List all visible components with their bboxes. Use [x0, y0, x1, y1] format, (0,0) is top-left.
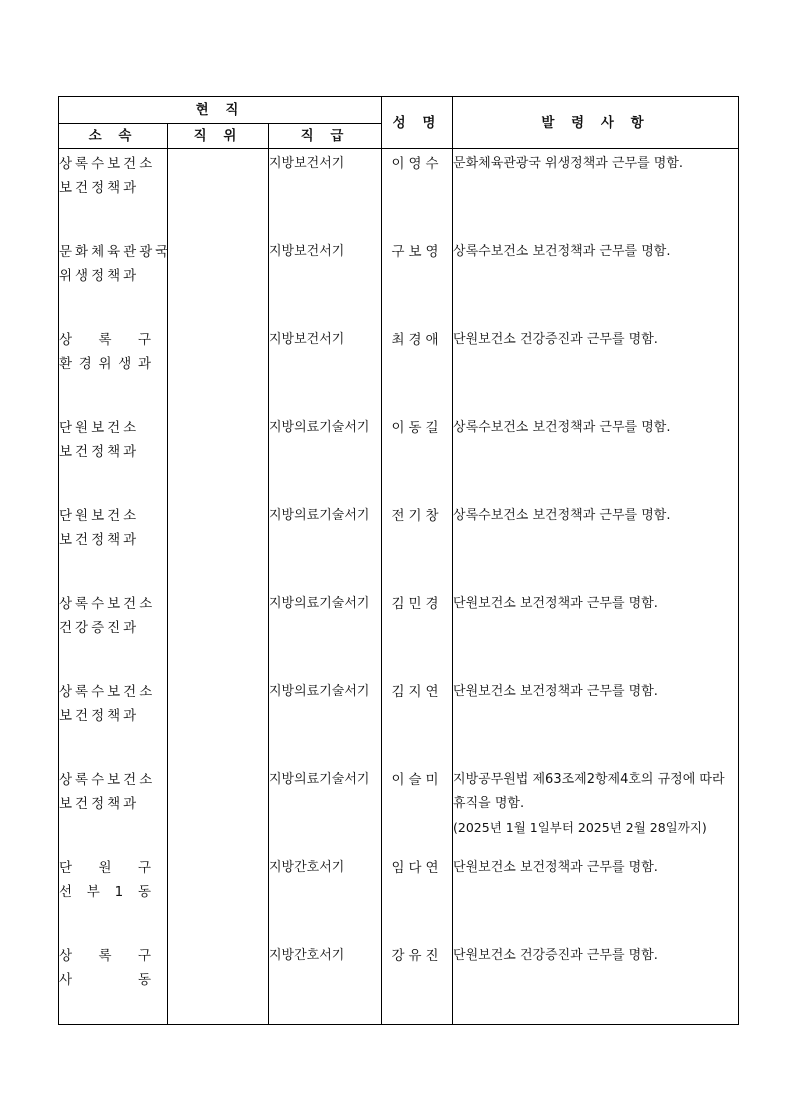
affiliation-line: 보건정책과 [59, 707, 140, 724]
order-line: 단원보건소 보건정책과 근무를 명함. [453, 683, 658, 699]
cell-position [168, 149, 269, 237]
affiliation-char: 경 [78, 355, 92, 372]
table-body [59, 149, 739, 1025]
cell-position [168, 677, 269, 765]
order-line: 문화체육관광국 위생정책과 근무를 명함. [453, 156, 684, 171]
cell-name: 전기창 [382, 501, 453, 589]
table-row [59, 413, 739, 501]
cell-grade: 지방보건서기 [269, 237, 382, 325]
table-row [59, 589, 739, 677]
cell-name: 이동길 [382, 413, 453, 501]
order-line: 휴직을 명함. [453, 795, 525, 811]
affiliation-line: 보건정책과 [59, 531, 140, 548]
affiliation-line: 보건정책과 [59, 443, 140, 460]
table-row [59, 765, 739, 853]
affiliation-line [59, 880, 151, 904]
cell-order [453, 237, 739, 325]
cell-order [453, 501, 739, 589]
cell-grade: 지방보건서기 [269, 149, 382, 237]
affiliation-char: 원 [98, 859, 112, 876]
cell-affiliation [59, 325, 168, 413]
header-position: 직 위 [168, 124, 269, 149]
cell-affiliation [59, 941, 168, 1025]
affiliation-char: 구 [137, 947, 151, 964]
table-row [59, 677, 739, 765]
cell-affiliation [59, 237, 172, 325]
affiliation-char: 생 [118, 355, 132, 372]
affiliation-line [59, 352, 151, 376]
table-row [59, 237, 739, 325]
affiliation-char: 부 [86, 883, 100, 900]
affiliation-char: 단 [59, 859, 73, 876]
cell-order [453, 941, 739, 1025]
affiliation-line: 상록수보건소 [59, 156, 156, 172]
cell-name: 임다연 [382, 853, 453, 941]
cell-name: 이영수 [382, 149, 453, 237]
header-current-group: 현 직 [59, 97, 382, 124]
affiliation-line: 문화체육관광국 [59, 243, 172, 260]
cell-position [168, 501, 269, 589]
affiliation-line: 보건정책과 [59, 180, 140, 196]
cell-position [168, 325, 269, 413]
order-line: 상록수보건소 보건정책과 근무를 명함. [453, 507, 671, 523]
cell-affiliation [59, 853, 168, 941]
table-row [59, 149, 739, 237]
cell-grade: 지방의료기술서기 [269, 677, 382, 765]
affiliation-char: 상 [59, 331, 73, 348]
cell-order [453, 677, 739, 765]
cell-grade: 지방의료기술서기 [269, 765, 382, 853]
table-row [59, 501, 739, 589]
affiliation-line [59, 328, 151, 352]
cell-name: 강유진 [382, 941, 453, 1025]
cell-grade: 지방의료기술서기 [269, 589, 382, 677]
affiliation-char: 록 [98, 947, 112, 964]
order-line: 단원보건소 건강증진과 근무를 명함. [453, 331, 658, 347]
affiliation-char: 구 [137, 331, 151, 348]
affiliation-line [59, 968, 151, 992]
affiliation-char: 환 [59, 355, 73, 372]
cell-name: 김민경 [382, 589, 453, 677]
affiliation-char: 1 [114, 883, 124, 900]
cell-position [168, 237, 269, 325]
cell-grade: 지방간호서기 [269, 853, 382, 941]
cell-order [453, 149, 739, 237]
affiliation-line: 상록수보건소 [59, 595, 156, 612]
affiliation-line [59, 944, 151, 968]
cell-order [453, 325, 739, 413]
cell-position [168, 765, 269, 853]
cell-position [168, 589, 269, 677]
cell-name: 구보영 [382, 237, 453, 325]
cell-name: 이슬미 [382, 765, 453, 853]
affiliation-char: 록 [98, 331, 112, 348]
cell-position [168, 941, 269, 1025]
cell-grade: 지방간호서기 [269, 941, 382, 1025]
affiliation-char: 구 [137, 859, 151, 876]
affiliation-line: 상록수보건소 [59, 683, 156, 700]
affiliation-char: 상 [59, 947, 73, 964]
cell-order [453, 765, 739, 853]
affiliation-char: 사 [59, 971, 73, 988]
order-line: 단원보건소 보건정책과 근무를 명함. [453, 595, 658, 611]
cell-grade: 지방의료기술서기 [269, 413, 382, 501]
header-name: 성 명 [382, 97, 453, 149]
cell-order [453, 853, 739, 941]
order-line: 지방공무원법 제63조제2항제4호의 규정에 따라 [453, 771, 725, 787]
table-row [59, 941, 739, 1025]
affiliation-line: 건강증진과 [59, 619, 140, 636]
cell-grade: 지방의료기술서기 [269, 501, 382, 589]
cell-affiliation [59, 677, 168, 765]
cell-affiliation [59, 589, 168, 677]
affiliation-char: 동 [137, 971, 151, 988]
cell-order [453, 589, 739, 677]
affiliation-char: 위 [98, 355, 112, 372]
cell-position [168, 413, 269, 501]
cell-position [168, 853, 269, 941]
order-line: 상록수보건소 보건정책과 근무를 명함. [453, 419, 671, 435]
table-row [59, 325, 739, 413]
cell-affiliation [59, 149, 168, 237]
order-line: 단원보건소 건강증진과 근무를 명함. [453, 947, 658, 963]
table-row [59, 853, 739, 941]
affiliation-char: 선 [59, 883, 73, 900]
affiliation-char: 과 [137, 355, 151, 372]
affiliation-char: 동 [137, 883, 151, 900]
header-affiliation: 소 속 [59, 124, 168, 149]
cell-grade: 지방보건서기 [269, 325, 382, 413]
cell-name: 김지연 [382, 677, 453, 765]
header-grade: 직 급 [269, 124, 382, 149]
order-line: 단원보건소 보건정책과 근무를 명함. [453, 859, 658, 875]
affiliation-line [59, 856, 151, 880]
order-line: (2025년 1월 1일부터 2025년 2월 28일까지) [453, 819, 707, 835]
header-order: 발 령 사 항 [453, 97, 739, 149]
affiliation-line: 위생정책과 [59, 267, 140, 284]
cell-affiliation [59, 501, 168, 589]
cell-order [453, 413, 739, 501]
affiliation-line: 보건정책과 [59, 795, 140, 812]
affiliation-line: 단원보건소 [59, 507, 140, 524]
affiliation-line: 상록수보건소 [59, 771, 156, 788]
cell-affiliation [59, 765, 168, 853]
affiliation-line: 단원보건소 [59, 419, 140, 436]
cell-name: 최경애 [382, 325, 453, 413]
cell-affiliation [59, 413, 168, 501]
personnel-order-table [58, 96, 739, 1025]
order-line: 상록수보건소 보건정책과 근무를 명함. [453, 243, 671, 259]
